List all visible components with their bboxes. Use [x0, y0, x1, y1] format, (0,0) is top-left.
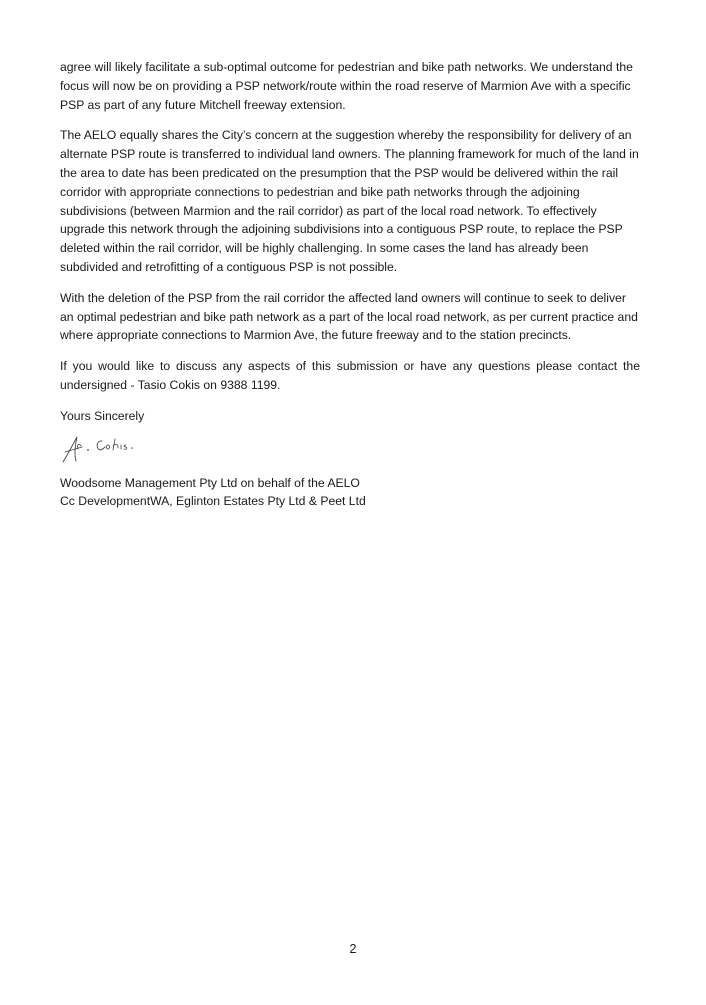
paragraph-pedestrian-outcome: agree will likely facilitate a sub-optimal outcome for pedestrian and bike path networks. We understand the focus will now be on providing a PSP network/route within the road reserve of Marmion Ave with a specific PSP as part of any future Mitchell freeway extension. — [60, 60, 633, 112]
signatory-block — [60, 474, 640, 512]
letter-body — [60, 58, 640, 511]
handwritten-signature — [60, 432, 150, 466]
signatory-organisation: Woodsome Management Pty Ltd on behalf of the AELO — [60, 475, 360, 490]
page-number: 2 — [349, 942, 357, 956]
cc-line: Cc DevelopmentWA, Eglinton Estates Pty Ltd & Peet Ltd — [60, 494, 366, 509]
paragraph-contact: If you would like to discuss any aspects of this submission or have any questions please contact the undersigned - Tasio Cokis on 9388 1199. — [60, 359, 640, 392]
closing-salutation: Yours Sincerely — [60, 408, 145, 423]
paragraph-aelo-concern: The AELO equally shares the City’s concern at the suggestion whereby the responsibility for delivery of an alternate PSP route is transferred to individual land owners. The planning framework for much of the land in the area to date has been predicated on the presumption that the PSP would be delivered within the rail corridor with appropriate connections to pedestrian and bike path networks through the adjoining subdivisions (between Marmion and the rail corridor) as part of the local road network. To effectively upgrade this network through the adjoining subdivisions into a contiguous PSP route, to replace the PSP deleted within the rail corridor, will be highly challenging. In some cases the land has already been subdivided and retrofitting of a contiguous PSP is not possible. — [60, 128, 639, 274]
paragraph-psp-deletion: With the deletion of the PSP from the rail corridor the affected land owners will continue to seek to deliver an optimal pedestrian and bike path network as a part of the local road network, as per current practice and where appropriate connections to Marmion Ave, the future freeway and to the station precincts. — [60, 290, 638, 343]
